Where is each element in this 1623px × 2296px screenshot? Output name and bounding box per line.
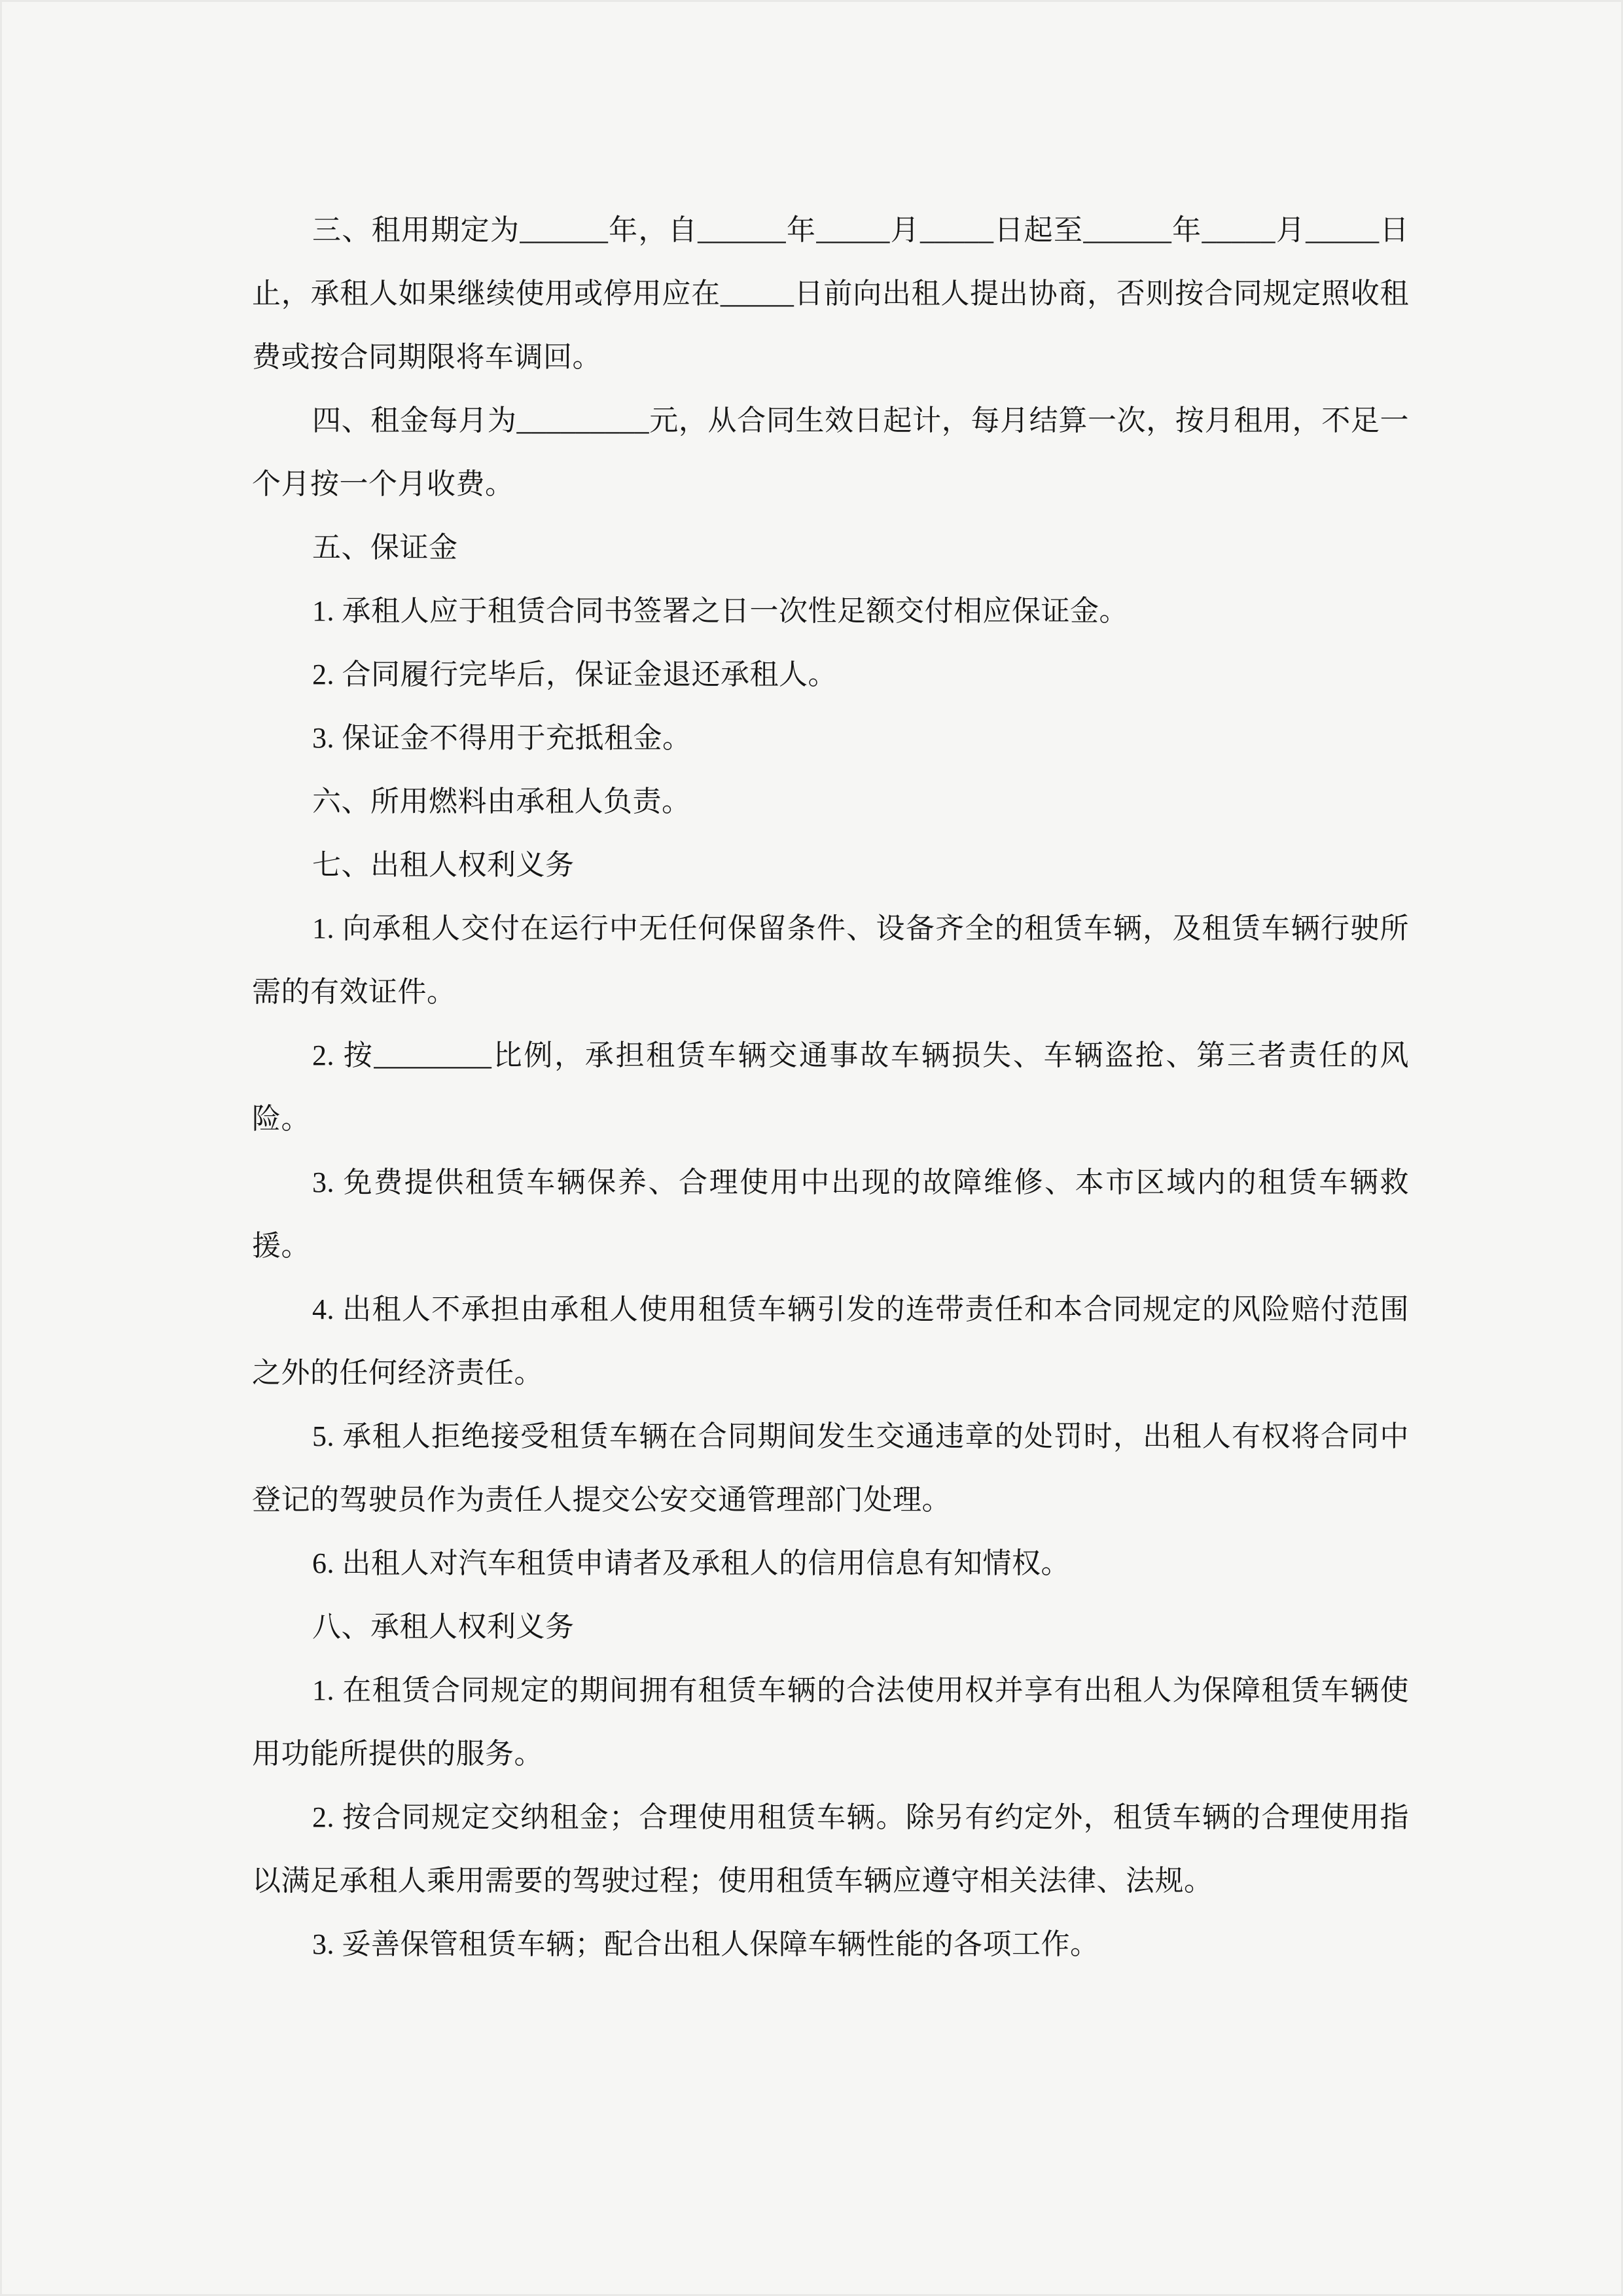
paragraph: 1. 向承租人交付在运行中无任何保留条件、设备齐全的租赁车辆，及租赁车辆行驶所需的有效证件。 (252, 912, 1409, 1008)
paragraph: 六、所用燃料由承租人负责。 (312, 785, 691, 817)
paragraph: 八、承租人权利义务 (312, 1611, 575, 1643)
paragraph: 1. 承租人应于租赁合同书签署之日一次性足额交付相应保证金。 (312, 595, 1128, 627)
paragraph: 五、保证金 (312, 531, 458, 564)
paragraph: 2. 按________比例，承担租赁车辆交通事故车辆损失、车辆盗抢、第三者责任的风险。 (252, 1039, 1409, 1135)
paragraph: 5. 承租人拒绝接受租赁车辆在合同期间发生交通违章的处罚时，出租人有权将合同中登记的驾驶员作为责任人提交公安交通管理部门处理。 (252, 1420, 1409, 1516)
paragraph: 三、租用期定为______年，自______年_____月_____日起至______年_____月_____日止，承租人如果继续使用或停用应在_____日前向出租人提出协商，否则按合同规定照收租费或按合同期限将车调回。 (252, 214, 1409, 373)
contract-text-block (252, 198, 1409, 1976)
paragraph: 3. 妥善保管租赁车辆；配合出租人保障车辆性能的各项工作。 (312, 1928, 1099, 1960)
paragraph: 2. 按合同规定交纳租金；合理使用租赁车辆。除另有约定外，租赁车辆的合理使用指以满足承租人乘用需要的驾驶过程；使用租赁车辆应遵守相关法律、法规。 (252, 1801, 1409, 1897)
paragraph: 2. 合同履行完毕后，保证金退还承租人。 (312, 658, 837, 691)
paragraph: 四、租金每月为_________元，从合同生效日起计，每月结算一次，按月租用，不足一个月按一个月收费。 (252, 404, 1409, 500)
paragraph: 3. 保证金不得用于充抵租金。 (312, 722, 692, 754)
paragraph: 4. 出租人不承担由承租人使用租赁车辆引发的连带责任和本合同规定的风险赔付范围之外的任何经济责任。 (252, 1293, 1409, 1389)
paragraph: 6. 出租人对汽车租赁申请者及承租人的信用信息有知情权。 (312, 1547, 1070, 1579)
paragraph: 七、出租人权利义务 (312, 849, 575, 881)
paragraph: 1. 在租赁合同规定的期间拥有租赁车辆的合法使用权并享有出租人为保障租赁车辆使用功能所提供的服务。 (252, 1674, 1409, 1770)
paragraph: 3. 免费提供租赁车辆保养、合理使用中出现的故障维修、本市区域内的租赁车辆救援。 (252, 1166, 1409, 1262)
